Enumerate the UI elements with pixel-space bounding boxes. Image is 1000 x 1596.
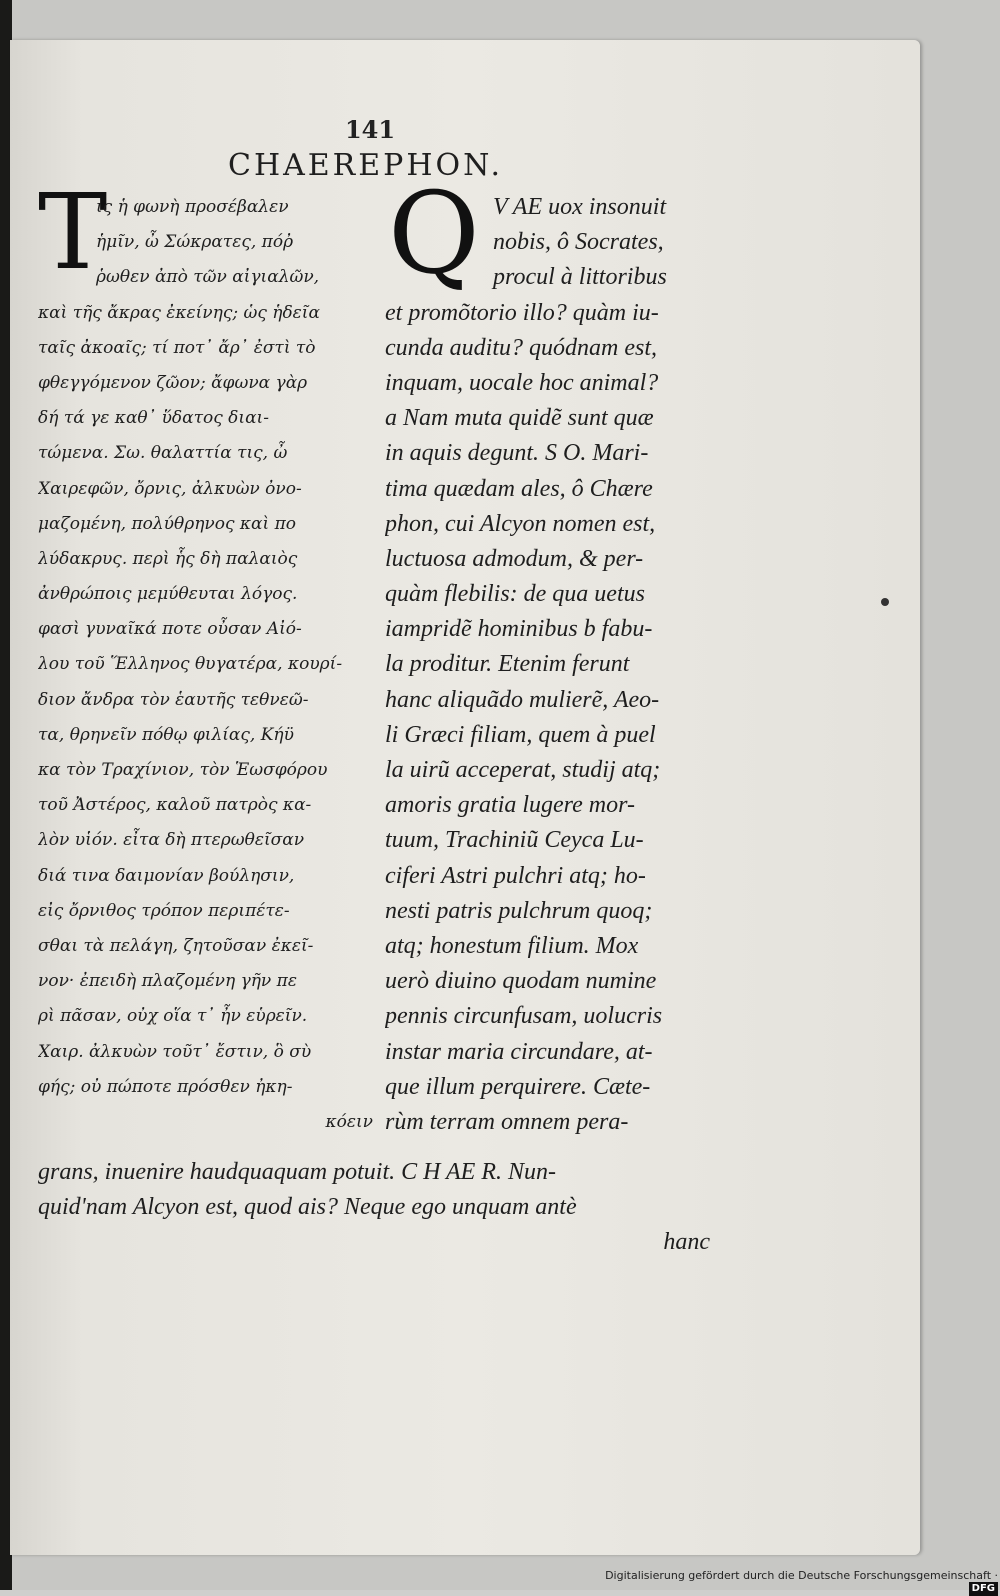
greek-text-line: δή τά γε καθ᾽ ὕδατος διαι- (38, 408, 269, 429)
greek-text-line: καὶ τῆς ἄκρας ἐκείνης; ὡς ἡδεῖα (38, 302, 320, 323)
latin-text-line: iampridẽ hominibus b fabu- (385, 616, 653, 643)
greek-text-line: Χαιρ. ἀλκυὼν τοῦτ᾽ ἔστιν, ὃ σὺ (38, 1041, 312, 1062)
greek-text-line: φθεγγόμενον ζῶον; ἄφωνα γὰρ (38, 372, 308, 393)
latin-text-line: procul à littoribus (493, 264, 667, 291)
latin-text-line: et promõtorio illo? quàm iu- (385, 299, 659, 326)
greek-text-line: κα τὸν Τραχίνιον, τὸν Ἑωσφόρου (38, 760, 328, 780)
greek-text-line: ἡμῖν, ὦ Σώκρατες, πόῤ (96, 232, 294, 253)
greek-text-line: ἀνθρώποις μεμύθευται λόγος. (38, 584, 298, 605)
running-head: CHAEREPHON. (228, 148, 503, 183)
latin-text-line: hanc aliquãdo mulierẽ, Aeo- (385, 686, 660, 713)
greek-text-line: ρὶ πᾶσαν, οὐχ οἵα τ᾽ ἦν εὑρεῖν. (38, 1006, 308, 1027)
latin-text-line: phon, cui Alcyon nomen est, (385, 510, 656, 537)
greek-text-line: διον ἄνδρα τὸν ἑαυτῆς τεθνεῶ- (38, 689, 309, 710)
dfg-logo: DFG (969, 1582, 998, 1596)
latin-text-line: inquam, uocale hoc animal? (385, 369, 659, 396)
greek-text-line: διά τινα δαιμονίαν βούλησιν, (38, 865, 295, 886)
latin-continuation (38, 1155, 710, 1261)
greek-text-line: λου τοῦ Ἕλληνος θυγατέρα, κουρί- (38, 654, 343, 675)
latin-text-line: pennis circunfusam, uolucris (385, 1003, 663, 1030)
latin-text-line: cunda auditu? quódnam est, (385, 334, 657, 361)
latin-text-line: rùm terram omnem pera- (385, 1108, 629, 1135)
latin-text-column (385, 190, 710, 1140)
greek-text-line: μαζομένη, πολύθρηνος καὶ πο (38, 513, 297, 534)
greek-text-line: Χαιρεφῶν, ὄρνις, ἀλκυὼν ὀνο- (38, 478, 302, 499)
latin-text-line: nesti patris pulchrum quoq; (385, 897, 653, 924)
greek-text-line: ταῖς ἀκοαῖς; τί ποτ᾽ ἄρ᾽ ἐστὶ τὸ (38, 337, 316, 358)
greek-text-line: τα, θρηνεῖν πόθῳ φιλίας, Κήϋ (38, 724, 294, 745)
greek-text-line: κόειν (325, 1111, 373, 1132)
latin-text-line: instar maria circundare, at- (385, 1038, 653, 1065)
greek-text-line: φής; οὐ πώποτε πρόσθεν ἠκη- (38, 1076, 293, 1097)
latin-text-line: uerò diuino quodam numine (385, 968, 657, 995)
latin-text-line: V AE uox insonuit (493, 194, 667, 220)
latin-continuation-line: grans, inuenire haudquaquam potuit. C H AE R. Nun- (38, 1159, 556, 1185)
latin-text-line: quàm flebilis: de qua uetus (385, 581, 645, 608)
greek-text-line: νον· ἐπειδὴ πλαζομένη γῆν πε (38, 971, 297, 992)
greek-text-line: ις ἡ φωνὴ προσέβαλεν (96, 197, 289, 217)
latin-text-line: amoris gratia lugere mor- (385, 792, 635, 819)
latin-text-line: ciferi Astri pulchri atq; ho- (385, 862, 646, 889)
latin-text-line: nobis, ô Socrates, (493, 229, 664, 256)
greek-text-line: σθαι τὰ πελάγη, ζητοῦσαν ἐκεῖ- (38, 935, 314, 956)
digitization-footer (600, 1568, 998, 1594)
greek-text-line: λὸν υἱόν. εἶτα δὴ πτερωθεῖσαν (38, 830, 305, 851)
latin-text-line: in aquis degunt. S O. Mari- (385, 440, 649, 467)
footer-credit: Digitalisierung gefördert durch die Deutsche Forschungsgemeinschaft · (605, 1568, 998, 1582)
latin-drop-cap: Q (388, 169, 480, 299)
latin-continuation-line: quid'nam Alcyon est, quod ais? Neque ego unquam antè (38, 1194, 577, 1221)
greek-text-line: τοῦ Ἀστέρος, καλοῦ πατρὸς κα- (38, 795, 312, 816)
ink-spot (881, 598, 889, 606)
greek-drop-cap: T (38, 171, 108, 293)
latin-text-line: li Græci filiam, quem à puel (385, 721, 656, 748)
latin-text-line: luctuosa admodum, & per- (385, 545, 644, 572)
greek-text-line: εἰς ὄρνιθος τρόπον περιπέτε- (38, 900, 290, 921)
latin-text-line: la uirũ acceperat, studij atq; (385, 757, 661, 783)
page-number: 141 (344, 115, 396, 144)
greek-text-line: ῥωθεν ἀπὸ τῶν αἰγιαλῶν, (96, 267, 320, 288)
latin-text-line: atq; honestum filium. Mox (385, 932, 639, 959)
latin-text-line: que illum perquirere. Cæte- (385, 1073, 651, 1100)
latin-text-line: tuum, Trachiniũ Ceyca Lu- (385, 827, 644, 854)
greek-text-line: λύδακρυς. περὶ ἧς δὴ παλαιὸς (38, 548, 298, 569)
latin-text-line: la proditur. Etenim ferunt (385, 651, 630, 678)
latin-continuation-line: hanc (663, 1229, 710, 1256)
greek-text-line: τώμενα. Σω. θαλαττία τις, ὦ (38, 443, 288, 464)
latin-text-line: tima quædam ales, ô Chære (385, 475, 653, 502)
greek-text-line: φασὶ γυναῖκά ποτε οὖσαν Αἰό- (38, 619, 302, 640)
latin-text-line: a Nam muta quidẽ sunt quæ (385, 405, 654, 432)
greek-text-column (38, 190, 373, 1140)
